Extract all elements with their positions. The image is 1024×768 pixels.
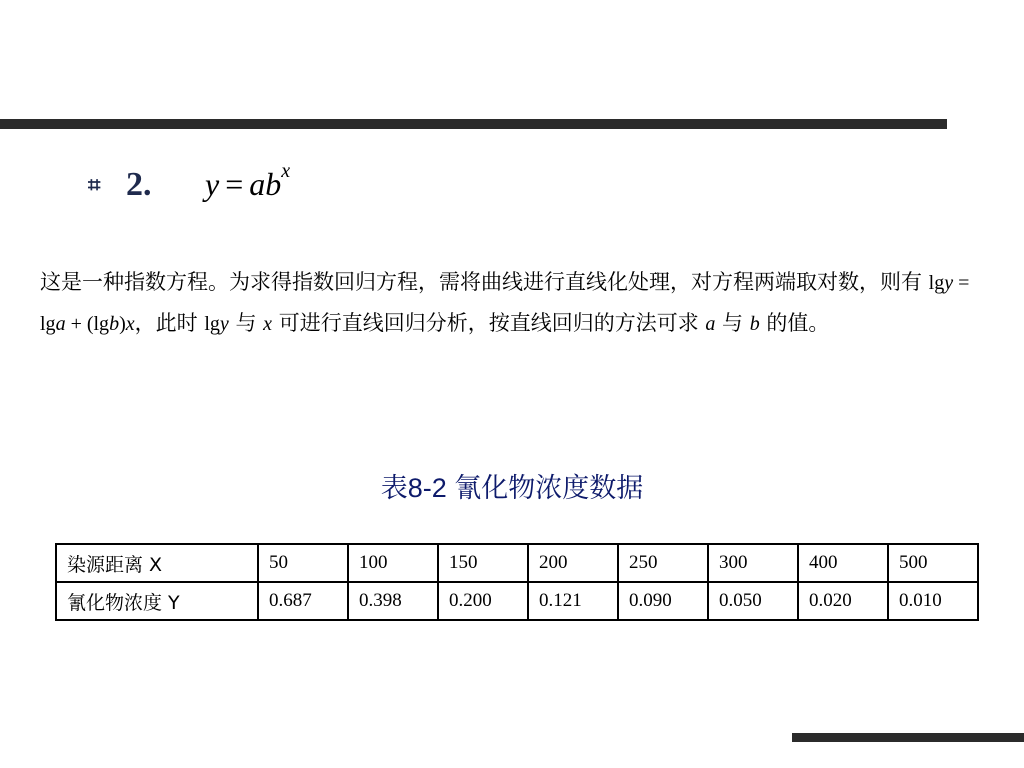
table-cell: 300 — [708, 544, 798, 582]
math-y-2: y — [219, 313, 229, 335]
table-cell: 0.687 — [258, 582, 348, 620]
table-row — [56, 544, 978, 582]
table-cell: 0.398 — [348, 582, 438, 620]
bottom-divider-bar — [792, 733, 1024, 742]
paragraph-text-2: ，此时 — [134, 311, 205, 335]
math-close-paren: ) — [119, 313, 126, 335]
table-cell: 200 — [528, 544, 618, 582]
bullet-icon: ⌗ — [88, 172, 101, 198]
math-x: x — [125, 313, 135, 335]
top-divider-bar — [0, 119, 947, 129]
table-cell: 0.090 — [618, 582, 708, 620]
math-plus-lg: + (lg — [65, 313, 110, 335]
cyanide-data-table — [55, 543, 979, 621]
table-cell: 0.010 — [888, 582, 978, 620]
table-cell: 0.121 — [528, 582, 618, 620]
table-title: 表8-2 氰化物浓度数据 — [380, 473, 644, 503]
paragraph-text-6: 的值。 — [759, 311, 830, 335]
table-cell: 400 — [798, 544, 888, 582]
math-x-2: x — [263, 313, 273, 335]
row-header-distance: 染源距离 X — [56, 544, 258, 582]
formula-lhs: y — [205, 166, 220, 202]
table-cell: 50 — [258, 544, 348, 582]
table-cell: 0.200 — [438, 582, 528, 620]
table-cell: 250 — [618, 544, 708, 582]
paragraph-text-5: 与 — [715, 311, 750, 335]
math-eq-lg: = lg — [40, 272, 970, 335]
formula-equals: = — [225, 166, 244, 202]
formula-exponent: x — [281, 160, 291, 183]
math-b: b — [109, 313, 120, 335]
math-lg-2: lg — [204, 313, 220, 335]
math-a-2: a — [705, 313, 716, 335]
math-lg: lg — [928, 272, 945, 294]
paragraph-text-1: 这是一种指数方程。为求得指数回归方程，需将曲线进行直线化处理，对方程两端取对数，则有 — [40, 270, 929, 294]
paragraph-text-3: 与 — [228, 311, 264, 335]
table-cell: 150 — [438, 544, 528, 582]
table-cell: 500 — [888, 544, 978, 582]
formula-base: ab — [249, 166, 282, 202]
section-heading — [88, 160, 152, 210]
table-cell: 0.020 — [798, 582, 888, 620]
exponential-formula — [205, 160, 291, 203]
paragraph-text-4: 可进行直线回归分析，按直线回归的方法可求 — [272, 311, 706, 335]
table-row — [56, 582, 978, 620]
table-cell: 0.050 — [708, 582, 798, 620]
math-a: a — [55, 313, 66, 335]
explanation-paragraph — [40, 262, 990, 344]
row-header-concentration: 氰化物浓度 Y — [56, 582, 258, 620]
section-number: 2. — [126, 166, 152, 203]
math-y: y — [944, 272, 954, 294]
math-b-2: b — [749, 313, 760, 335]
table-cell: 100 — [348, 544, 438, 582]
